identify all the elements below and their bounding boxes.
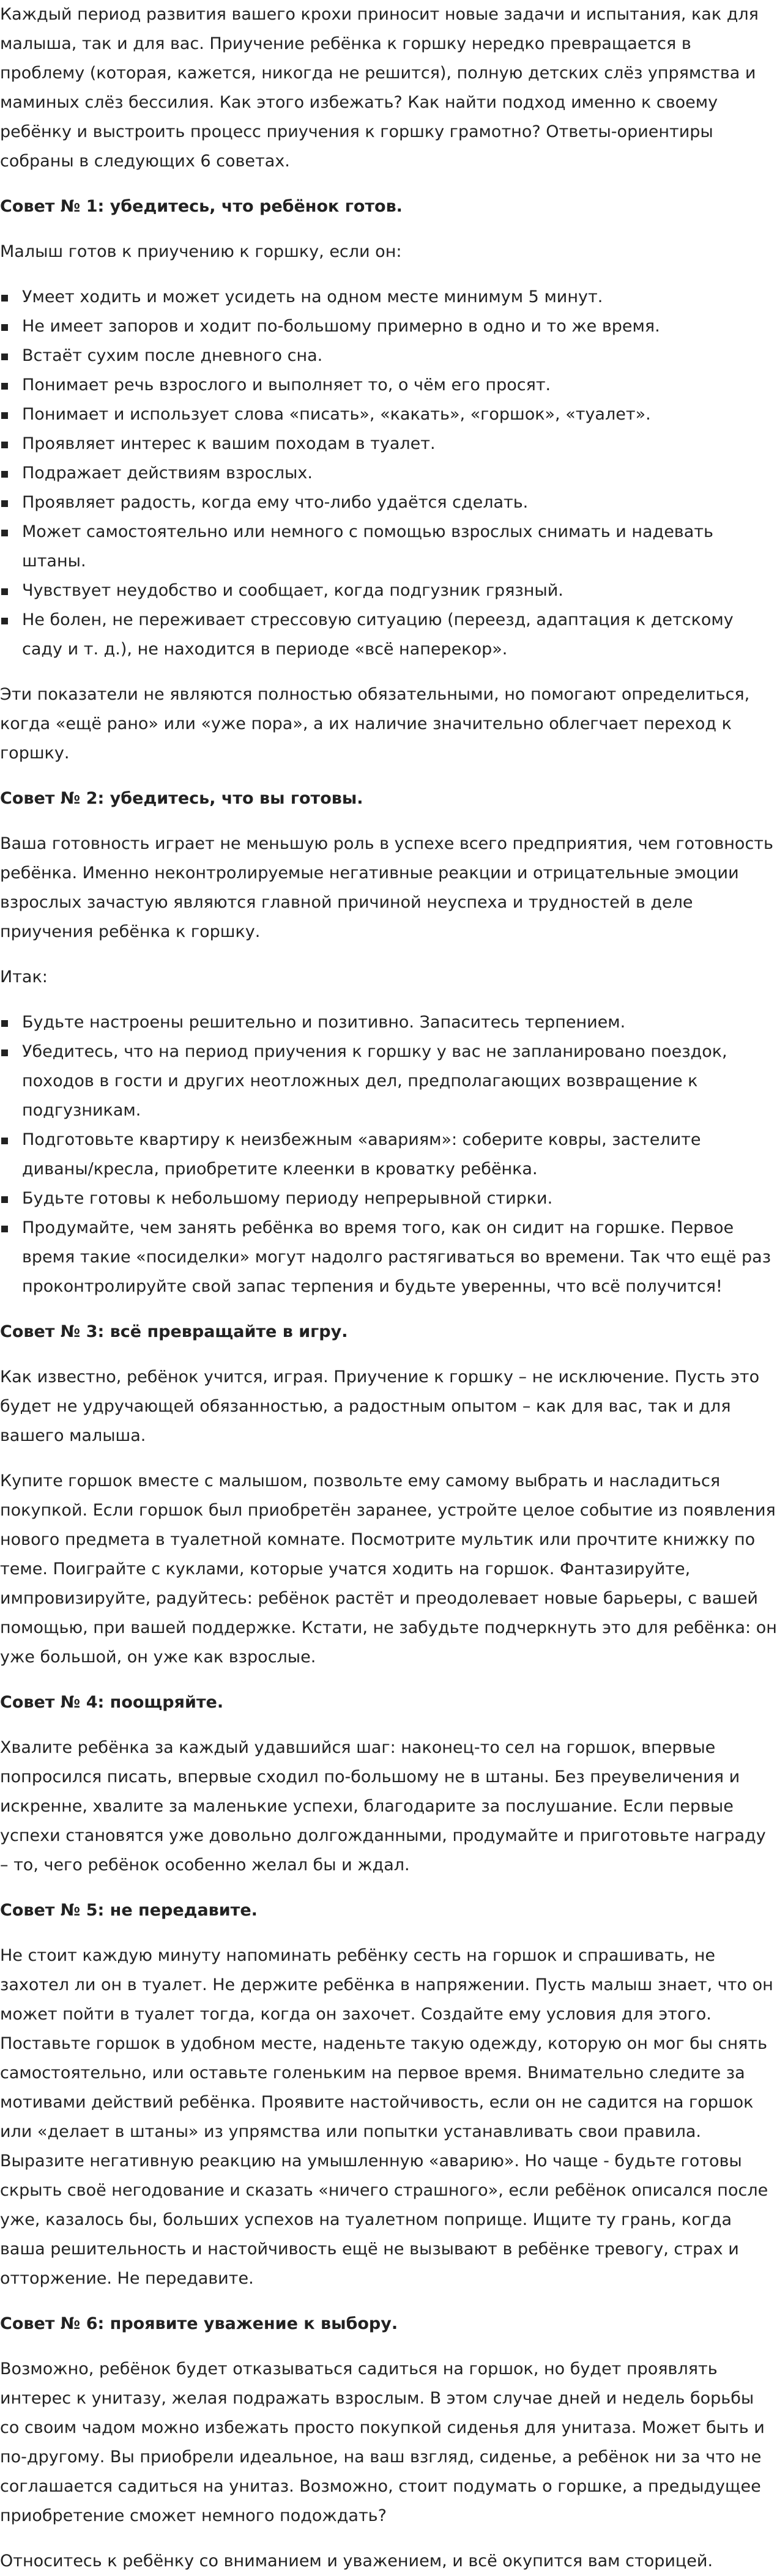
tip5-heading: Совет № 5: не передавите. xyxy=(0,1901,258,1920)
tip2-list xyxy=(0,1008,777,1301)
tip3-heading: Совет № 3: всё превращайте в игру. xyxy=(0,1322,348,1341)
list-item: Подражает действиям взрослых. xyxy=(22,459,777,488)
tip4-paragraph: Хвалите ребёнка за каждый удавшийся шаг: наконец-то сел на горшок, впервые попросился писать, впервые сходил по-большому не в штаны. Без преувеличения и искренне, хвалите за маленькие успехи, благодарите за послушание. Если первые успехи становятся уже довольно долгожданными, продумайте и приготовьте награду – то, чего ребёнок особенно желал бы и ждал. xyxy=(0,1738,766,1875)
tip2-lead: Итак: xyxy=(0,968,48,986)
list-item: Не болен, не переживает стрессовую ситуацию (переезд, адаптация к детскому саду и т. д.), не находится в периоде «всё наперекор». xyxy=(22,605,777,664)
tip3-paragraph-2: Купите горшок вместе с малышом, позвольте ему самому выбрать и насладиться покупкой. Если горшок был приобретён заранее, устройте целое событие из появления нового предмета в туалетной комнате. Посмотрите мультик или прочтите книжку по теме. Поиграйте с куклами, которые учатся ходить на горшок. Фантазируйте, импровизируйте, радуйтесь: ребёнок растёт и преодолевает новые барьеры, с вашей помощью, при вашей поддержке. Кстати, не забудьте подчеркнуть это для ребёнка: он уже большой, он уже как взрослые. xyxy=(0,1471,777,1667)
list-item: Проявляет интерес к вашим походам в туалет. xyxy=(22,429,777,459)
tip4-heading: Совет № 4: поощряйте. xyxy=(0,1693,224,1712)
tip1-lead: Малыш готов к приучению к горшку, если он: xyxy=(0,242,402,261)
tip3-paragraph-1: Как известно, ребёнок учится, играя. Приучение к горшку – не исключение. Пусть это будет не удручающей обязанностью, а радостным опытом – как для вас, так и для вашего малыша. xyxy=(0,1368,760,1445)
closing-paragraph: Относитесь к ребёнку со вниманием и уважением, и всё окупится вам сторицей. xyxy=(0,2552,713,2570)
list-item: Убедитесь, что на период приучения к горшку у вас не запланировано поездок, походов в гости и других неотложных дел, предполагающих возвращение к подгузникам. xyxy=(22,1037,777,1125)
tip5-paragraph: Не стоит каждую минуту напоминать ребёнку сесть на горшок и спрашивать, не захотел ли он в туалет. Не держите ребёнка в напряжении. Пусть малыш знает, что он может пойти в туалет тогда, когда он захочет. Создайте ему условия для этого. Поставьте горшок в удобном месте, наденьте такую одежду, которую он мог бы снять самостоятельно, или оставьте голеньким на первое время. Внимательно следите за мотивами действий ребёнка. Проявите настойчивость, если он не садится на горшок или «делает в штаны» из упрямства или попытки устанавливать свои правила. Выразите негативную реакцию на умышленную «аварию». Но чаще - будьте готовы скрыть своё негодование и сказать «ничего страшного», если ребёнок описался после уже, казалось бы, больших успехов на туалетном поприще. Ищите ту грань, когда ваша решительность и настойчивость ещё не вызывают в ребёнке тревогу, страх и отторжение. Не передавите. xyxy=(0,1946,773,2288)
tip6-paragraph: Возможно, ребёнок будет отказываться садиться на горшок, но будет проявлять интерес к унитазу, желая подражать взрослым. В этом случае дней и недель борьбы со своим чадом можно избежать просто покупкой сиденья для унитаза. Может быть и по-другому. Вы приобрели идеальное, на ваш взгляд, сиденье, а ребёнок ни за что не соглашается садиться на унитаз. Возможно, стоит подумать о горшке, а предыдущее приобретение сможет немного подождать? xyxy=(0,2359,765,2525)
list-item: Встаёт сухим после дневного сна. xyxy=(22,341,777,371)
tip1-list xyxy=(0,283,777,664)
list-item: Проявляет радость, когда ему что-либо удаётся сделать. xyxy=(22,488,777,517)
tip2-paragraph: Ваша готовность играет не меньшую роль в успехе всего предприятия, чем готовность ребёнка. Именно неконтролируемые негативные реакции и отрицательные эмоции взрослых зачастую являются главной причиной неуспеха и трудностей в деле приучения ребёнка к горшку. xyxy=(0,834,773,941)
list-item: Не имеет запоров и ходит по-большому примерно в одно и то же время. xyxy=(22,312,777,341)
list-item: Умеет ходить и может усидеть на одном месте минимум 5 минут. xyxy=(22,283,777,312)
list-item: Подготовьте квартиру к неизбежным «авариям»: соберите ковры, застелите диваны/кресла, приобретите клеенки в кроватку ребёнка. xyxy=(22,1125,777,1184)
list-item: Чувствует неудобство и сообщает, когда подгузник грязный. xyxy=(22,576,777,605)
list-item: Может самостоятельно или немного с помощью взрослых снимать и надевать штаны. xyxy=(22,517,777,576)
list-item: Будьте готовы к небольшому периоду непрерывной стирки. xyxy=(22,1184,777,1213)
list-item: Понимает и использует слова «писать», «какать», «горшок», «туалет». xyxy=(22,400,777,429)
list-item: Будьте настроены решительно и позитивно. Запаситесь терпением. xyxy=(22,1008,777,1037)
list-item: Понимает речь взрослого и выполняет то, о чём его просят. xyxy=(22,371,777,400)
tip1-after-paragraph: Эти показатели не являются полностью обязательными, но помогают определиться, когда «ещё рано» или «уже пора», а их наличие значительно облегчает переход к горшку. xyxy=(0,685,750,763)
tip6-heading: Совет № 6: проявите уважение к выбору. xyxy=(0,2314,398,2333)
tip1-heading: Совет № 1: убедитесь, что ребёнок готов. xyxy=(0,197,403,216)
tip2-heading: Совет № 2: убедитесь, что вы готовы. xyxy=(0,789,363,808)
intro-paragraph: Каждый период развития вашего крохи приносит новые задачи и испытания, как для малыша, так и для вас. Приучение ребёнка к горшку нередко превращается в проблему (которая, кажется, никогда не решится), полную детских слёз упрямства и маминых слёз бессилия. Как этого избежать? Как найти подход именно к своему ребёнку и выстроить процесс приучения к горшку грамотно? Ответы-ориентиры собраны в следующих 6 советах. xyxy=(0,5,759,171)
list-item: Продумайте, чем занять ребёнка во время того, как он сидит на горшке. Первое время такие «посиделки» могут надолго растягиваться во времени. Так что ещё раз проконтролируйте свой запас терпения и будьте уверенны, что всё получится! xyxy=(22,1213,777,1301)
